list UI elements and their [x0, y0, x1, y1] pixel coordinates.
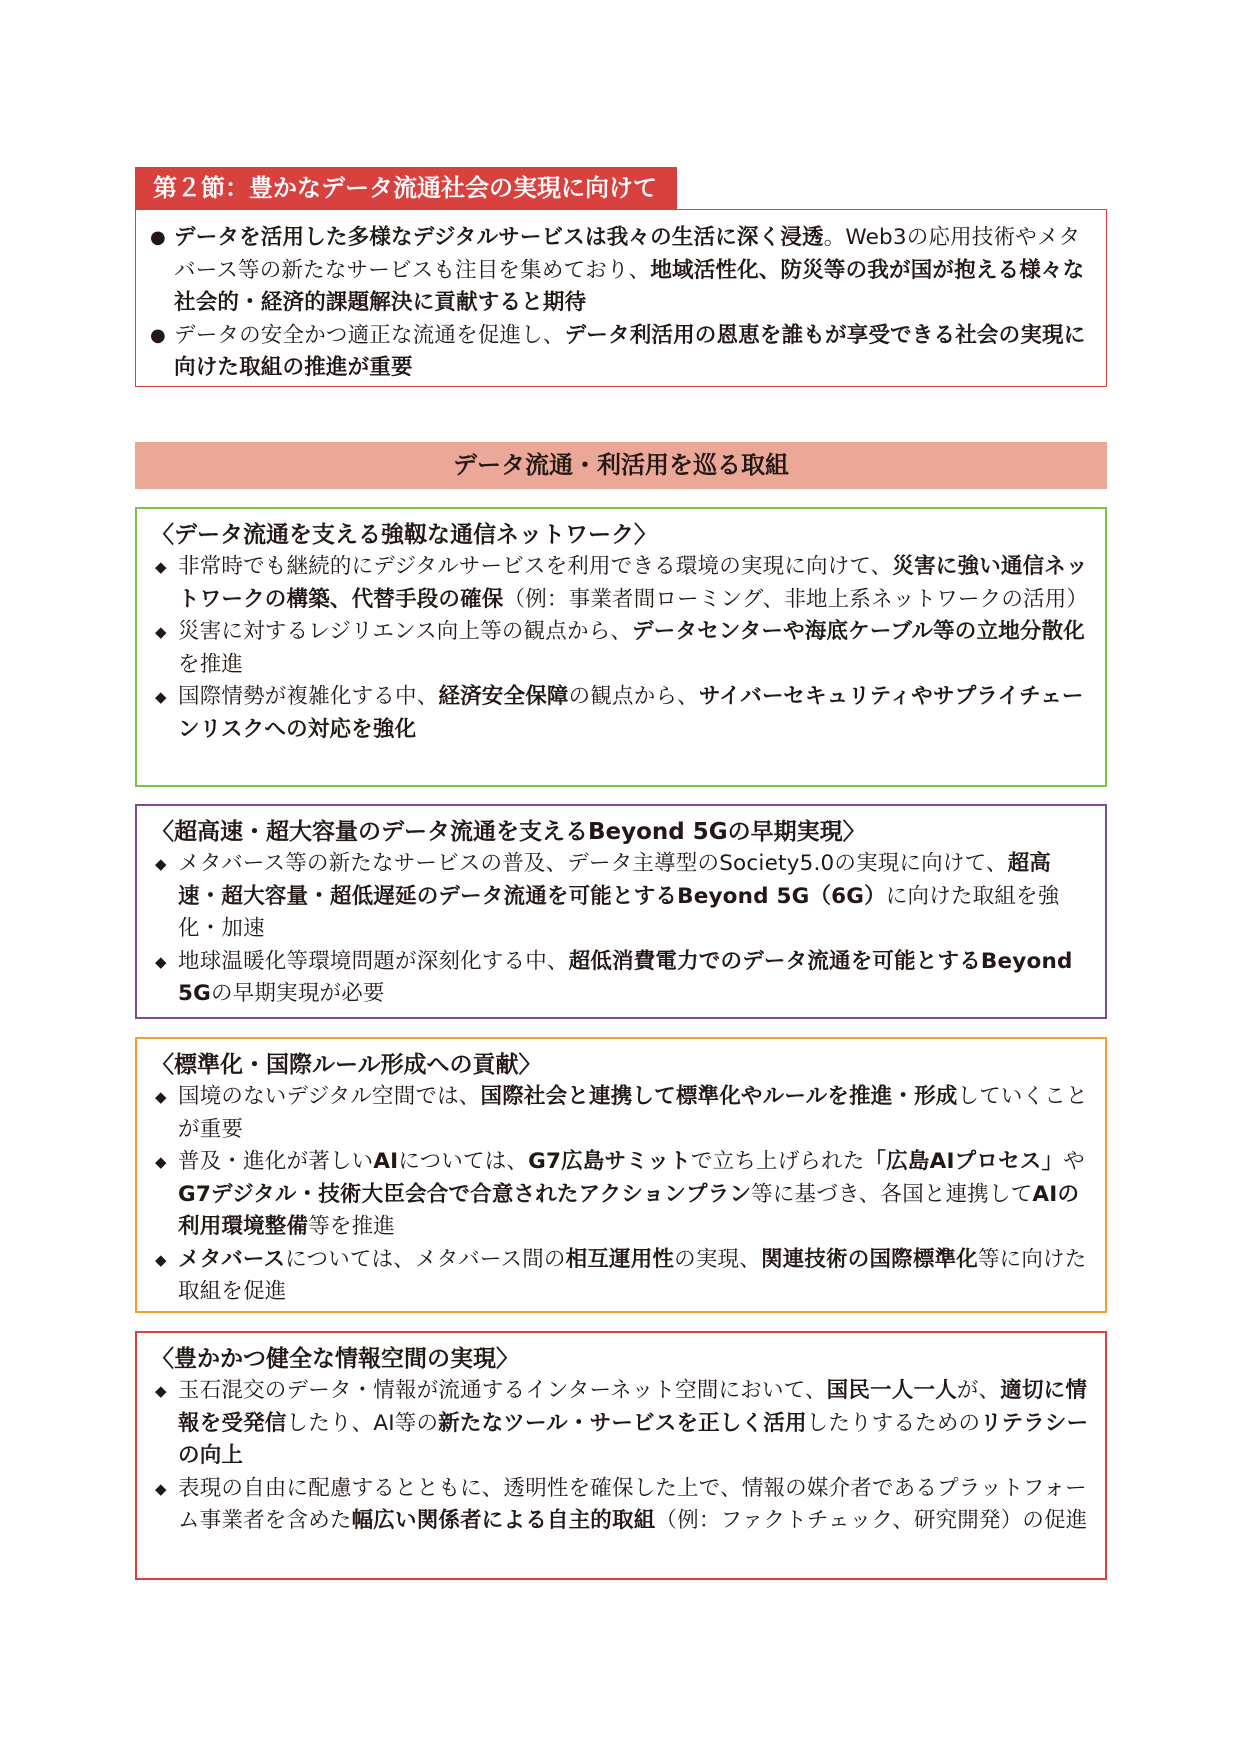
text-bold: AIの利用環境整備: [178, 1181, 1080, 1239]
section-title-tab: [135, 167, 677, 209]
text-bold: 超高速・超大容量・超低遅延のデータ流通を可能とするBeyond 5G（6G）: [178, 851, 1051, 909]
bullet-dot-icon: ●: [150, 324, 166, 346]
text-normal: の観点から、: [568, 684, 699, 709]
text-bold: データ利活用の恩恵を誰もが享受できる社会の実現に向けた取組の推進が重要: [174, 322, 1086, 380]
bullet-diamond-icon: ◆: [155, 855, 167, 873]
text-normal: （例：ファクトチェック、研究開発）の促進: [655, 1508, 1088, 1533]
text-normal: で立ち上げられた: [690, 1149, 865, 1174]
text-normal: 普及・進化が著しい: [178, 1149, 374, 1174]
bullet-diamond-icon: ◆: [155, 688, 167, 706]
list-item: [151, 1146, 1089, 1244]
text-bold: 「広島AIプロセス」: [864, 1149, 1064, 1174]
text-bold: 新たなツール・サービスを正しく活用: [438, 1410, 807, 1436]
text-bold: 適切に情報を受発信: [178, 1378, 1088, 1436]
list-item: [151, 551, 1089, 616]
list-item: [151, 1473, 1089, 1538]
box-title: 〈豊かかつ健全な情報空間の実現〉: [151, 1346, 519, 1372]
text-normal: が、: [956, 1378, 1001, 1403]
list-item: [151, 848, 1089, 946]
text-normal: については、: [398, 1149, 529, 1174]
text-normal: 等を推進: [308, 1214, 396, 1239]
text-bold: 超低消費電力でのデータ流通を可能とするBeyond 5G: [178, 948, 1073, 1006]
text-normal: 玉石混交のデータ・情報が流通するインターネット空間において、: [178, 1378, 827, 1403]
text-normal: 災害に対するレジリエンス向上等の観点から、: [178, 619, 633, 644]
text-normal: したり、AI等の: [286, 1410, 439, 1436]
item-list: [151, 1375, 1089, 1538]
box-information-space: [135, 1331, 1107, 1580]
text-bold: サイバーセキュリティやサプライチェーンリスクへの対応を強化: [178, 684, 1084, 742]
initiatives-banner: [135, 442, 1107, 489]
text-normal: 非常時でも継続的にデジタルサービスを利用できる環境の実現に向けて、: [178, 554, 893, 579]
bullet-diamond-icon: ◆: [155, 1250, 167, 1269]
text-bold: 経済安全保障: [438, 684, 569, 709]
bullet-diamond-icon: ◆: [155, 623, 167, 641]
text-normal: 。Web3の応用技術やメタバース等の新たなサービスも注目を集めており、: [174, 225, 1081, 283]
text-bold: 関連技術の国際標準化: [760, 1246, 978, 1272]
text-normal: や: [1063, 1149, 1085, 1174]
bullet-diamond-icon: ◆: [155, 1153, 167, 1171]
text-normal: の実現、: [674, 1246, 761, 1272]
text-bold: リテラシーの向上: [178, 1410, 1089, 1468]
section-summary-box: [135, 209, 1107, 387]
text-bold: 災害に強い通信ネットワークの構築、代替手段の確保: [178, 554, 1088, 612]
section-title: 第２節：豊かなデータ流通社会の実現に向けて: [153, 174, 657, 202]
text-normal: メタバース等の新たなサービスの普及、データ主導型のSociety5.0の実現に向けて、: [178, 851, 1008, 876]
list-item: [151, 1081, 1089, 1146]
text-normal: 表現の自由に配慮するとともに、透明性を確保した上で、情報の媒介者であるプラットフォーム事業者を含めた: [178, 1475, 1087, 1533]
text-normal: 等に基づき、各国と連携して: [751, 1181, 1033, 1207]
box-standardization: [135, 1037, 1107, 1313]
box-title: 〈超高速・超大容量のデータ流通を支えるBeyond 5Gの早期実現〉: [151, 819, 866, 845]
text-bold: 地域活性化、防災等の我が国が抱える様々な社会的・経済的課題解決に貢献すると期待: [174, 257, 1085, 315]
list-item: [151, 946, 1089, 1011]
bullet-diamond-icon: ◆: [155, 1382, 167, 1400]
summary-item: [150, 222, 1092, 320]
text-bold: 幅広い関係者による自主的取組: [351, 1508, 656, 1533]
text-bold: メタバース: [178, 1246, 286, 1272]
list-item: [151, 1244, 1089, 1309]
text-normal: 等に向けた取組を促進: [178, 1246, 1087, 1304]
item-list: [151, 1081, 1089, 1309]
list-item: [151, 1375, 1089, 1473]
text-bold: AI: [373, 1149, 399, 1174]
text-bold: 国際社会と連携して標準化やルールを推進・形成: [480, 1084, 958, 1109]
bullet-diamond-icon: ◆: [155, 558, 167, 576]
item-list: [151, 551, 1089, 746]
text-bold: データを活用した多様なデジタルサービスは我々の生活に深く浸透: [174, 225, 824, 250]
text-normal: していくことが重要: [178, 1084, 1088, 1142]
box-beyond-5g: [135, 804, 1107, 1019]
bullet-diamond-icon: ◆: [155, 1479, 167, 1498]
text-normal: については、メタバース間の: [285, 1246, 566, 1272]
text-normal: したりするための: [806, 1410, 981, 1436]
text-normal: に向けた取組を強化・加速: [178, 883, 1060, 941]
text-bold: 国民一人一人: [826, 1378, 957, 1403]
list-item: [151, 616, 1089, 681]
text-normal: 地球温暖化等環境問題が深刻化する中、: [178, 948, 569, 974]
text-normal: を推進: [178, 651, 244, 677]
box-title: 〈標準化・国際ルール形成への貢献〉: [151, 1052, 542, 1078]
text-bold: データセンターや海底ケーブル等の立地分散化: [632, 619, 1086, 644]
text-normal: データの安全かつ適正な流通を促進し、: [174, 322, 565, 348]
text-bold: 相互運用性: [565, 1246, 675, 1272]
summary-list: [150, 222, 1092, 385]
text-normal: の早期実現が必要: [211, 981, 385, 1006]
bullet-diamond-icon: ◆: [155, 952, 167, 971]
list-item: [151, 681, 1089, 746]
box-resilient-network: [135, 507, 1107, 787]
text-bold: G7広島サミット: [528, 1149, 691, 1174]
bullet-diamond-icon: ◆: [155, 1088, 167, 1106]
text-normal: 国際情勢が複雑化する中、: [178, 684, 439, 709]
banner-title: データ流通・利活用を巡る取組: [453, 451, 789, 479]
text-bold: G7デジタル・技術大臣会合で合意されたアクションプラン: [178, 1181, 752, 1207]
bullet-dot-icon: ●: [150, 227, 166, 248]
item-list: [151, 848, 1089, 1011]
box-title: 〈データ流通を支える強靱な通信ネットワーク〉: [151, 522, 657, 548]
text-normal: （例：事業者間ローミング、非地上系ネットワークの活用）: [503, 586, 1089, 612]
summary-item: [150, 320, 1092, 385]
text-normal: 国境のないデジタル空間では、: [178, 1084, 481, 1109]
